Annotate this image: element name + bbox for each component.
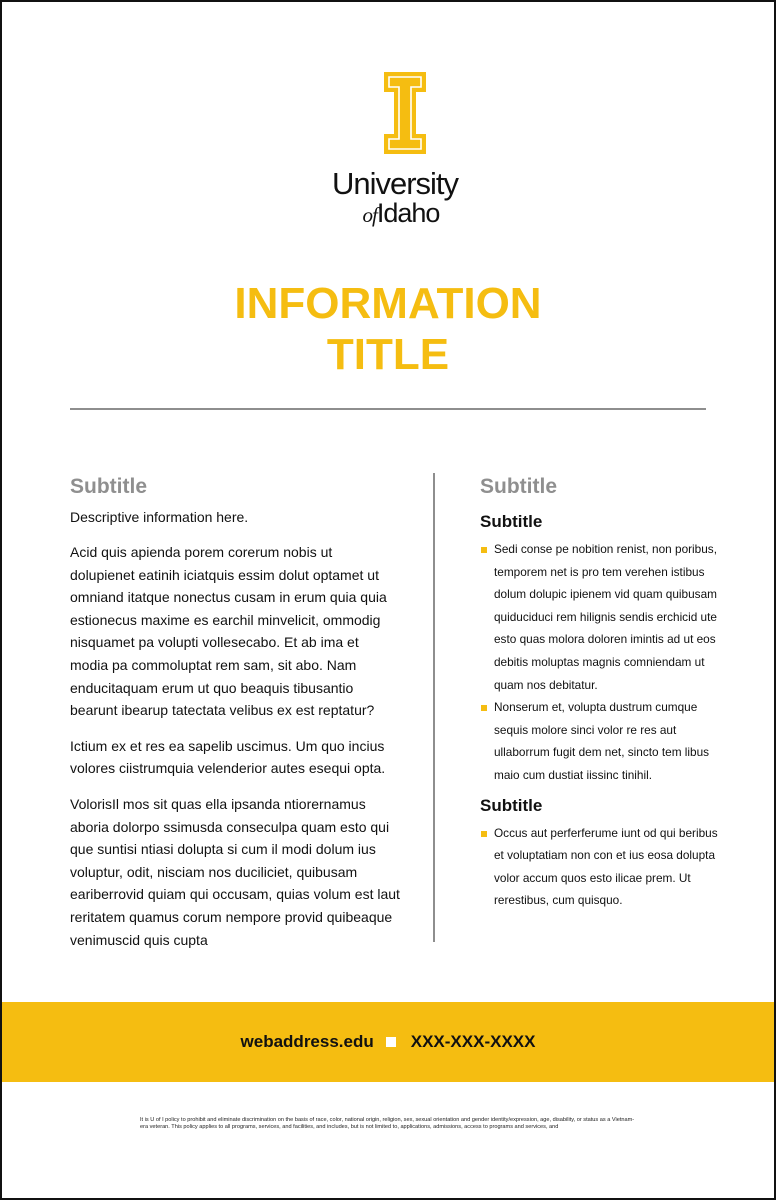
bullet-text: Occus aut perferferume iunt od qui beribus et voluptatiam non con et ius eosa dolupta volor accum quos esto ilicae prem. Ut rerestibus, cum quisquo. xyxy=(494,825,718,908)
body-paragraph: Acid quis apienda porem corerum nobis ut dolupienet eatinih iciatquis essim dolut optamet ut omniand itatque nonectus cusam in erum quia quia estionecus maxime es earchil minvelicit, ommodig nisquamet pa volupti vollesecabo. Et ab ima et modia pa commoluptat rem sam, sit abo. Nam enducitaquam erum ut quo beaquis tibusantio bearunt ibearup tatectata velibus ex est reptatur? xyxy=(70,544,387,719)
right-column xyxy=(480,473,720,912)
bullet-square-icon xyxy=(481,831,487,837)
bullet-text: Sedi conse pe nobition renist, non poribus, temporem net is pro tem verehen istibus dolum dolupic ipienem vid quam quibusam quiduciduci rem hilignis sendis erchicid ute esto quas molora doloren imintis ad ut eos debitis moluptas magnis comniendam ut quam nos debitatur. xyxy=(494,542,717,692)
list-item xyxy=(480,822,720,912)
page-title xyxy=(2,278,774,380)
footer-contact xyxy=(241,1032,536,1052)
separator-square-icon xyxy=(386,1037,396,1047)
bullet-square-icon xyxy=(481,547,487,553)
web-address-link[interactable]: webaddress.edu xyxy=(240,1032,374,1051)
left-subtitle: Subtitle xyxy=(70,475,147,498)
wordmark-of: of xyxy=(362,203,377,227)
description-text: Descriptive information here. xyxy=(70,509,249,525)
list-item xyxy=(480,696,720,786)
university-wordmark xyxy=(2,168,774,228)
bullet-list xyxy=(480,538,720,787)
title-line-2: TITLE xyxy=(326,330,450,379)
legal-disclaimer: It is U of I policy to prohibit and eliminate discrimination on the basis of race, color, national origin, religion, sex, sexual orientation and gender identity/expression, age, disability, or status as a Vietnam-era veteran. This policy applies to all programs, services, and facilities, and includes, but is not limited to, applications, admissions, access to programs and services, and xyxy=(140,1117,635,1130)
right-subtitle: Subtitle xyxy=(480,475,557,498)
footer-band xyxy=(2,1002,774,1082)
list-item xyxy=(480,538,720,696)
bullet-square-icon xyxy=(481,705,487,711)
title-divider xyxy=(70,408,706,410)
section-heading: Subtitle xyxy=(480,512,543,531)
phone-number: XXX-XXX-XXXX xyxy=(410,1032,536,1051)
column-divider xyxy=(433,473,435,942)
body-paragraph: VolorisIl mos sit quas ella ipsanda ntiorernamus aboria dolorpo ssimusda conseculpa quam esto qui que suntisi ntiasi dolupta si cum il modi dolum ius voluptur, odit, nisciam nos duciliciet, quibusam eariberrovid quiam qui occusam, quias volum est laut reritatem quamus corum nempore provid quibeaque venimuscid quis cupta xyxy=(70,795,400,948)
wordmark-university: University xyxy=(331,166,459,201)
wordmark-of-idaho xyxy=(2,200,774,228)
bullet-text: Nonserum et, volupta dustrum cumque sequis molore sinci volor re res aut ullaborrum fugit dem net, sincto tem libus maio cum dustiat iissinc tinihil. xyxy=(494,700,710,782)
wordmark-idaho: Idaho xyxy=(376,198,440,228)
university-i-logo-icon xyxy=(383,71,427,155)
body-paragraph: Ictium ex et res ea sapelib uscimus. Um quo incius volores ciistrumquia velenderior autes esequi opta. xyxy=(70,737,386,777)
left-column xyxy=(70,473,400,951)
title-line-1: INFORMATION xyxy=(234,279,542,328)
bullet-list xyxy=(480,822,720,912)
section-heading: Subtitle xyxy=(480,795,543,815)
